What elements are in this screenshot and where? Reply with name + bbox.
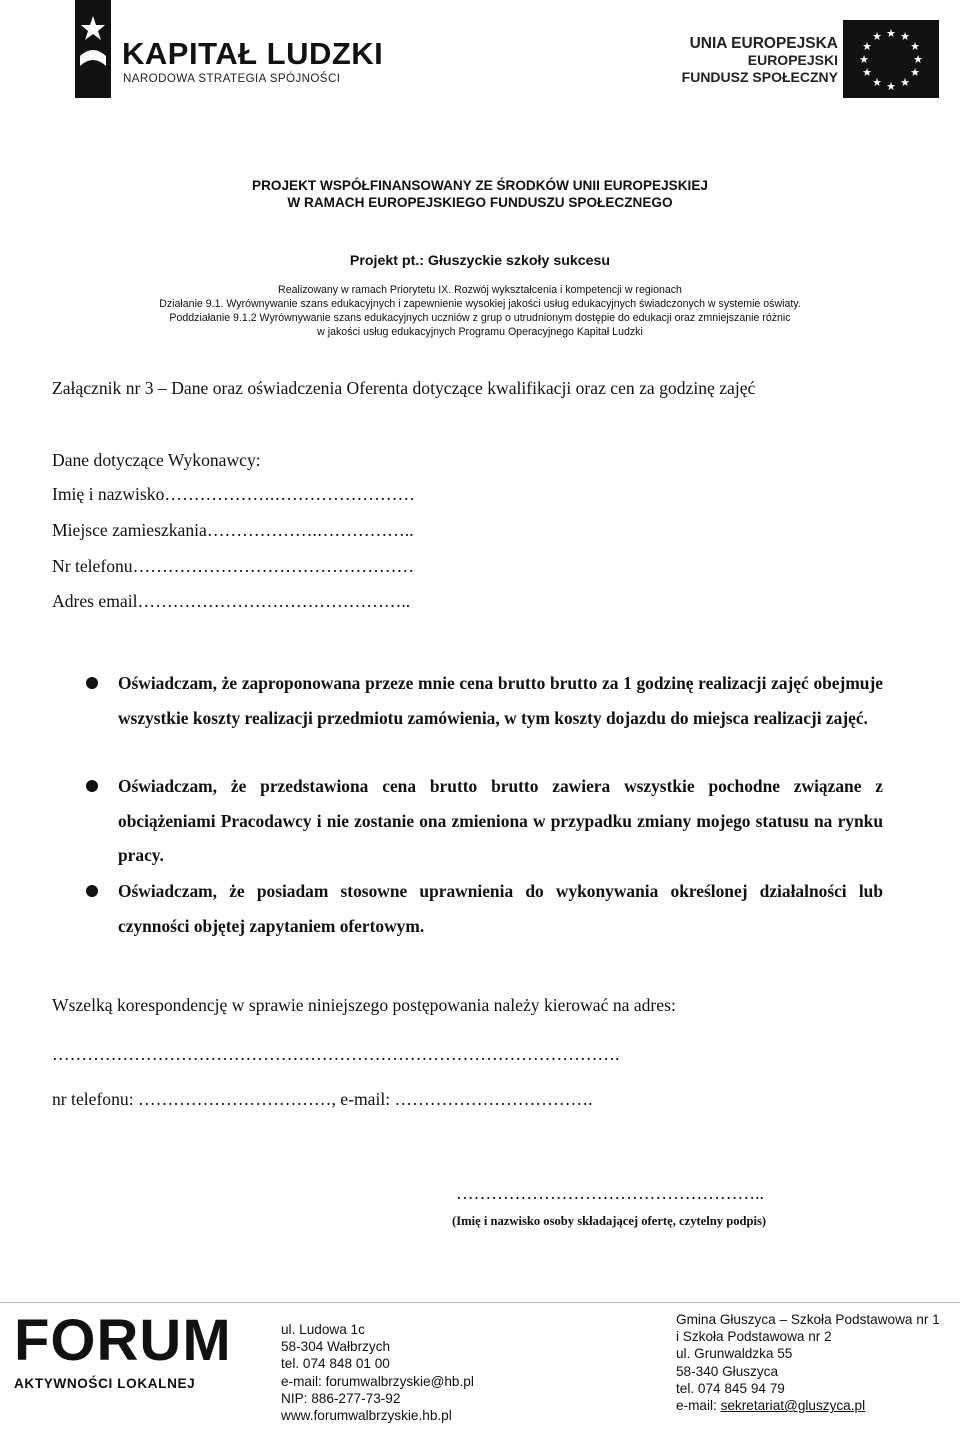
svg-text:★: ★	[886, 27, 896, 40]
contact-field[interactable]: nr telefonu: ……………………………, e-mail: …………………………….	[52, 1089, 593, 1109]
kapital-ludzki-logo-mark	[75, 0, 111, 98]
project-title: Projekt pt.: Głuszyckie szkoły sukcesu	[349, 253, 611, 269]
school-contact	[676, 1311, 940, 1414]
forum-website[interactable]: www.forumwalbrzyskie.hb.pl	[281, 1408, 452, 1424]
statement-qualifications: Oświadczam, że posiadam stosowne uprawnienia do wykonywania określonej działalności lub czynności objętej zapytaniem ofertowym.	[118, 881, 883, 936]
svg-text:★: ★	[862, 66, 872, 79]
email-field[interactable]: Adres email………………………………………..	[52, 591, 411, 611]
school-email-label: e-mail:	[676, 1398, 721, 1414]
school-city: 58-340 Głuszyca	[676, 1363, 779, 1379]
svg-text:★: ★	[872, 76, 882, 89]
svg-text:★: ★	[859, 53, 869, 66]
eu-flag-icon	[843, 20, 939, 98]
forum-phone: tel. 074 848 01 00	[281, 1356, 390, 1372]
svg-text:★: ★	[913, 53, 923, 66]
forum-city: 58-304 Wałbrzych	[281, 1339, 391, 1355]
name-field[interactable]: Imię i nazwisko……………….……………………	[52, 484, 416, 504]
signature-caption: (Imię i nazwisko osoby składającej ofertę, czytelny podpis)	[452, 1214, 767, 1228]
kapital-ludzki-title: KAPITAŁ LUDZKI	[122, 36, 384, 71]
forum-nip: NIP: 886-277-73-92	[281, 1390, 401, 1406]
svg-text:★: ★	[872, 30, 882, 43]
forum-email[interactable]: e-mail: forumwalbrzyskie@hb.pl	[281, 1373, 474, 1389]
svg-text:★: ★	[900, 30, 910, 43]
project-desc-priority: Realizowany w ramach Priorytetu IX. Rozwój wykształcenia i kompetencji w regionach	[278, 284, 682, 296]
forum-contact	[281, 1321, 474, 1424]
signature-field[interactable]: ……………………………………………..	[456, 1183, 764, 1203]
svg-text:★: ★	[910, 40, 920, 53]
residence-field[interactable]: Miejsce zamieszkania……………….……………..	[52, 520, 414, 540]
eu-line1: UNIA EUROPEJSKA	[689, 35, 838, 52]
attachment-title: Załącznik nr 3 – Dane oraz oświadczenia Oferenta dotyczące kwalifikacji oraz cen za godzinę zajęć	[52, 378, 756, 398]
project-cofinancing-line1: PROJEKT WSPÓŁFINANSOWANY ZE ŚRODKÓW UNII EUROPEJSKIEJ	[252, 178, 708, 193]
phone-field[interactable]: Nr telefonu…………………………………………	[52, 556, 415, 576]
project-desc-action: Działanie 9.1. Wyrównywanie szans edukacyjnych i zapewnienie wysokiej jakości usług edukacyjnych świadczonych w systemie oświaty.	[159, 298, 801, 310]
address-field[interactable]: …………………………………………………………………………………….	[52, 1044, 620, 1064]
school-phone: tel. 074 845 94 79	[676, 1380, 785, 1396]
eu-line2: EUROPEJSKI	[747, 52, 838, 68]
correspondence-note: Wszelką korespondencję w sprawie niniejszego postępowania należy kierować na adres:	[52, 995, 676, 1015]
forum-logo-subtitle: AKTYWNOŚCI LOKALNEJ	[14, 1376, 196, 1391]
school-name-cont: i Szkoła Podstawowa nr 2	[676, 1329, 832, 1345]
eu-logo-text	[682, 35, 838, 86]
star-wave-icon	[78, 14, 108, 84]
bullet-icon	[86, 677, 98, 689]
forum-street: ul. Ludowa 1c	[281, 1322, 365, 1337]
svg-text:★: ★	[910, 66, 920, 79]
forum-logo-text: FORUM	[14, 1308, 232, 1373]
school-name: Gmina Głuszyca – Szkoła Podstawowa nr 1	[676, 1312, 940, 1327]
bullet-icon	[86, 885, 98, 897]
bullet-icon	[86, 780, 98, 792]
svg-text:★: ★	[886, 80, 896, 93]
project-cofinancing-line2: W RAMACH EUROPEJSKIEGO FUNDUSZU SPOŁECZNEGO	[287, 195, 673, 210]
contractor-heading: Dane dotyczące Wykonawcy:	[52, 450, 261, 470]
eu-stars-icon	[843, 20, 939, 98]
project-desc-subaction: Poddziałanie 9.1.2 Wyrównywanie szans edukacyjnych uczniów z grup o utrudnionym dostępie do edukacji oraz zmniejszanie różnic	[169, 312, 791, 324]
statement-price-includes-costs: Oświadczam, że zaproponowana przeze mnie cena brutto brutto za 1 godzinę realizacji zajęć obejmuje wszystkie koszty realizacji przedmiotu zamówienia, w tym koszty dojazdu do miejsca realizacji zajęć.	[118, 673, 883, 728]
project-desc-subaction-cont: w jakości usług edukacyjnych Programu Operacyjnego Kapitał Ludzki	[317, 326, 643, 338]
svg-text:★: ★	[900, 76, 910, 89]
kapital-ludzki-subtitle: NARODOWA STRATEGIA SPÓJNOŚCI	[123, 72, 341, 85]
svg-text:★: ★	[862, 40, 872, 53]
footer-divider	[0, 1302, 960, 1303]
school-street: ul. Grunwaldzka 55	[676, 1346, 793, 1362]
school-email-line	[676, 1397, 940, 1414]
school-email-link[interactable]: sekretariat@gluszyca.pl	[720, 1398, 866, 1414]
eu-line3: FUNDUSZ SPOŁECZNY	[681, 69, 838, 85]
statement-price-gross: Oświadczam, że przedstawiona cena brutto brutto zawiera wszystkie pochodne związane z obciążeniami Pracodawcy i nie zostanie ona zmieniona w przypadku zmiany mojego statusu na rynku pracy.	[118, 776, 883, 865]
